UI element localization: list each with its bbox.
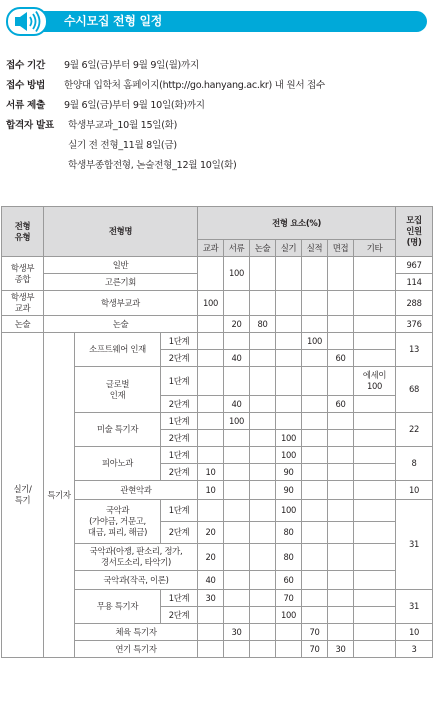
value-cell [328, 571, 354, 590]
program-name: 체육 특기자 [75, 624, 198, 641]
value-cell [328, 316, 354, 333]
schedule-row-document-submission [6, 96, 426, 116]
schedule-label: 접수 기간 [6, 60, 45, 71]
value-cell [224, 500, 250, 522]
value-cell: 100 [276, 447, 302, 464]
schedule-row-results-3 [6, 156, 426, 176]
value-cell: 60 [328, 350, 354, 367]
value-cell: 90 [276, 464, 302, 481]
value-cell: 40 [198, 571, 224, 590]
quota-cell: 31 [396, 590, 433, 624]
value-cell [354, 641, 396, 658]
value-cell [354, 291, 396, 316]
value-cell [354, 430, 396, 447]
value-cell: 10 [198, 464, 224, 481]
value-cell [328, 333, 354, 350]
value-cell [354, 590, 396, 607]
value-cell: 20 [198, 522, 224, 544]
value-cell [224, 590, 250, 607]
value-cell: 20 [224, 316, 250, 333]
header-elements: 전형 요소(%) [198, 207, 396, 240]
value-cell [302, 291, 328, 316]
program-name: 고른기회 [44, 274, 198, 291]
value-cell [328, 522, 354, 544]
value-cell [302, 396, 328, 413]
value-cell: 100 [198, 291, 224, 316]
schedule-value: 한양대 입학처 홈페이지(http://go.hanyang.ac.kr) 내 원서 접수 [64, 80, 325, 91]
value-cell [302, 544, 328, 571]
value-cell [198, 641, 224, 658]
value-cell [250, 607, 276, 624]
schedule-label: 서류 제출 [6, 100, 45, 111]
value-cell [328, 481, 354, 500]
value-cell [276, 624, 302, 641]
value-cell: 60 [276, 571, 302, 590]
value-cell [354, 257, 396, 291]
value-cell [198, 624, 224, 641]
value-cell [224, 641, 250, 658]
value-cell [328, 430, 354, 447]
value-cell: 80 [276, 522, 302, 544]
value-cell [354, 481, 396, 500]
value-cell [354, 607, 396, 624]
value-cell [276, 350, 302, 367]
quota-cell: 3 [396, 641, 433, 658]
schedule-label: 합격자 발표 [6, 120, 54, 131]
header-quota: 모집 인원 (명) [396, 207, 433, 257]
value-cell: 70 [302, 624, 328, 641]
value-cell [354, 522, 396, 544]
schedule-value: 실기 전 전형_11월 8일(금) [68, 140, 177, 151]
value-cell [328, 500, 354, 522]
value-cell [198, 333, 224, 350]
value-cell [224, 367, 250, 396]
quota-cell: 31 [396, 500, 433, 590]
program-name: 연기 특기자 [75, 641, 198, 658]
value-cell [354, 396, 396, 413]
value-cell [276, 333, 302, 350]
value-cell [224, 333, 250, 350]
value-cell: 30 [224, 624, 250, 641]
col-other: 기타 [354, 240, 396, 257]
quota-cell: 376 [396, 316, 433, 333]
program-name: 국악과(아쟁, 판소리, 정가, 경서도소리, 타악기) [75, 544, 198, 571]
value-cell: 40 [224, 396, 250, 413]
value-cell [250, 544, 276, 571]
value-cell [224, 571, 250, 590]
stage-cell: 1단계 [161, 590, 198, 607]
value-cell: 30 [328, 641, 354, 658]
value-cell [328, 257, 354, 291]
value-cell [250, 481, 276, 500]
value-cell [224, 544, 250, 571]
quota-cell: 13 [396, 333, 433, 367]
value-cell [302, 500, 328, 522]
value-cell [354, 333, 396, 350]
value-cell [328, 544, 354, 571]
value-cell: 80 [250, 316, 276, 333]
value-cell [250, 333, 276, 350]
value-cell [302, 350, 328, 367]
value-cell [328, 367, 354, 396]
header-type: 전형 유형 [2, 207, 44, 257]
value-cell [354, 571, 396, 590]
program-name: 국악과(작곡, 이론) [75, 571, 198, 590]
value-cell [302, 481, 328, 500]
stage-cell: 2단계 [161, 464, 198, 481]
value-cell [276, 413, 302, 430]
value-cell: 60 [328, 396, 354, 413]
value-cell: 100 [224, 413, 250, 430]
value-cell [354, 500, 396, 522]
program-name: 국악과 (가야금, 거문고, 대금, 피리, 해금) [75, 500, 161, 544]
value-cell [198, 396, 224, 413]
value-cell [198, 430, 224, 447]
value-cell [276, 257, 302, 291]
quota-cell: 10 [396, 481, 433, 500]
value-cell [250, 571, 276, 590]
value-cell [328, 464, 354, 481]
banner-title: 수시모집 전형 일정 [64, 14, 163, 28]
stage-cell: 1단계 [161, 447, 198, 464]
value-cell: 70 [276, 590, 302, 607]
category-cell: 논술 [2, 316, 44, 333]
value-cell: 10 [198, 481, 224, 500]
value-cell [302, 447, 328, 464]
value-cell: 30 [198, 590, 224, 607]
col-practical: 실기 [276, 240, 302, 257]
col-grade: 교과 [198, 240, 224, 257]
value-cell [250, 624, 276, 641]
value-cell [250, 500, 276, 522]
value-cell [250, 350, 276, 367]
schedule-value: 학생부종합전형, 논술전형_12월 10일(화) [68, 160, 237, 171]
value-cell [198, 257, 224, 291]
value-cell [224, 522, 250, 544]
value-cell [302, 257, 328, 291]
value-cell [198, 316, 224, 333]
value-cell [224, 481, 250, 500]
value-cell [276, 396, 302, 413]
value-cell [250, 641, 276, 658]
value-cell [354, 544, 396, 571]
value-cell [250, 447, 276, 464]
value-cell [250, 291, 276, 316]
value-cell [354, 350, 396, 367]
value-cell [328, 607, 354, 624]
category-cell: 학생부 종합 [2, 257, 44, 291]
value-cell [224, 464, 250, 481]
value-cell [198, 413, 224, 430]
value-cell [250, 257, 276, 291]
value-cell [302, 413, 328, 430]
schedule-row-results [6, 116, 426, 136]
value-cell [328, 291, 354, 316]
stage-cell: 2단계 [161, 350, 198, 367]
value-cell [198, 607, 224, 624]
value-cell [198, 500, 224, 522]
category-cell: 학생부 교과 [2, 291, 44, 316]
subcategory-cell: 특기자 [44, 333, 75, 658]
stage-cell: 2단계 [161, 430, 198, 447]
value-cell: 100 [224, 257, 250, 291]
quota-cell: 8 [396, 447, 433, 481]
schedule-value: 9월 6일(금)부터 9월 10일(화)까지 [64, 100, 205, 111]
program-name: 피아노과 [75, 447, 161, 481]
schedule-info [6, 56, 426, 176]
value-cell [250, 367, 276, 396]
schedule-row-results-2 [6, 136, 426, 156]
quota-cell: 22 [396, 413, 433, 447]
program-name: 글로벌 인재 [75, 367, 161, 413]
value-cell: 100 [276, 500, 302, 522]
value-cell [198, 447, 224, 464]
stage-cell: 1단계 [161, 500, 198, 522]
program-name: 논술 [44, 316, 198, 333]
value-cell [302, 607, 328, 624]
admission-table [1, 206, 433, 658]
value-cell [224, 291, 250, 316]
program-name: 학생부교과 [44, 291, 198, 316]
stage-cell: 1단계 [161, 413, 198, 430]
quota-cell: 967 [396, 257, 433, 274]
section-banner [6, 7, 427, 36]
value-cell: 40 [224, 350, 250, 367]
stage-cell: 2단계 [161, 522, 198, 544]
value-cell: 100 [302, 333, 328, 350]
value-cell [276, 291, 302, 316]
quota-cell: 114 [396, 274, 433, 291]
value-cell [250, 430, 276, 447]
stage-cell: 1단계 [161, 333, 198, 350]
value-cell [354, 464, 396, 481]
program-name: 무용 특기자 [75, 590, 161, 624]
value-cell: 90 [276, 481, 302, 500]
value-cell [250, 522, 276, 544]
program-name: 미술 특기자 [75, 413, 161, 447]
schedule-label: 접수 방법 [6, 80, 45, 91]
col-record: 실적 [302, 240, 328, 257]
value-cell [302, 464, 328, 481]
value-cell [328, 624, 354, 641]
quota-cell: 68 [396, 367, 433, 413]
value-cell [302, 522, 328, 544]
header-name: 전형명 [44, 207, 198, 257]
value-cell: 80 [276, 544, 302, 571]
value-cell [224, 607, 250, 624]
value-cell: 20 [198, 544, 224, 571]
schedule-row-application-method [6, 76, 426, 96]
quota-cell: 10 [396, 624, 433, 641]
col-interview: 면접 [328, 240, 354, 257]
stage-cell: 2단계 [161, 607, 198, 624]
quota-cell: 288 [396, 291, 433, 316]
value-cell [276, 316, 302, 333]
value-cell [224, 430, 250, 447]
value-cell: 에세이 100 [354, 367, 396, 396]
value-cell: 100 [276, 607, 302, 624]
value-cell [250, 396, 276, 413]
value-cell [302, 571, 328, 590]
value-cell: 70 [302, 641, 328, 658]
stage-cell: 2단계 [161, 396, 198, 413]
program-name: 일반 [44, 257, 198, 274]
value-cell [328, 413, 354, 430]
category-cell: 실기/ 특기 [2, 333, 44, 658]
value-cell [302, 590, 328, 607]
value-cell [302, 430, 328, 447]
col-essay: 논술 [250, 240, 276, 257]
schedule-value: 학생부교과_10월 15일(화) [68, 120, 178, 131]
value-cell [250, 413, 276, 430]
stage-cell: 1단계 [161, 367, 198, 396]
value-cell [250, 590, 276, 607]
value-cell [198, 350, 224, 367]
value-cell [224, 447, 250, 464]
program-name: 소프트웨어 인재 [75, 333, 161, 367]
value-cell [302, 367, 328, 396]
value-cell [354, 316, 396, 333]
value-cell [328, 590, 354, 607]
value-cell: 100 [276, 430, 302, 447]
value-cell [354, 624, 396, 641]
value-cell [276, 641, 302, 658]
value-cell [250, 464, 276, 481]
program-name: 관현악과 [75, 481, 198, 500]
schedule-row-application-period [6, 56, 426, 76]
col-documents: 서류 [224, 240, 250, 257]
value-cell [354, 413, 396, 430]
schedule-value: 9월 6일(금)부터 9월 9일(월)까지 [64, 60, 199, 71]
speaker-icon [6, 7, 48, 36]
value-cell [328, 447, 354, 464]
value-cell [302, 316, 328, 333]
value-cell [354, 447, 396, 464]
value-cell [276, 367, 302, 396]
value-cell [198, 367, 224, 396]
